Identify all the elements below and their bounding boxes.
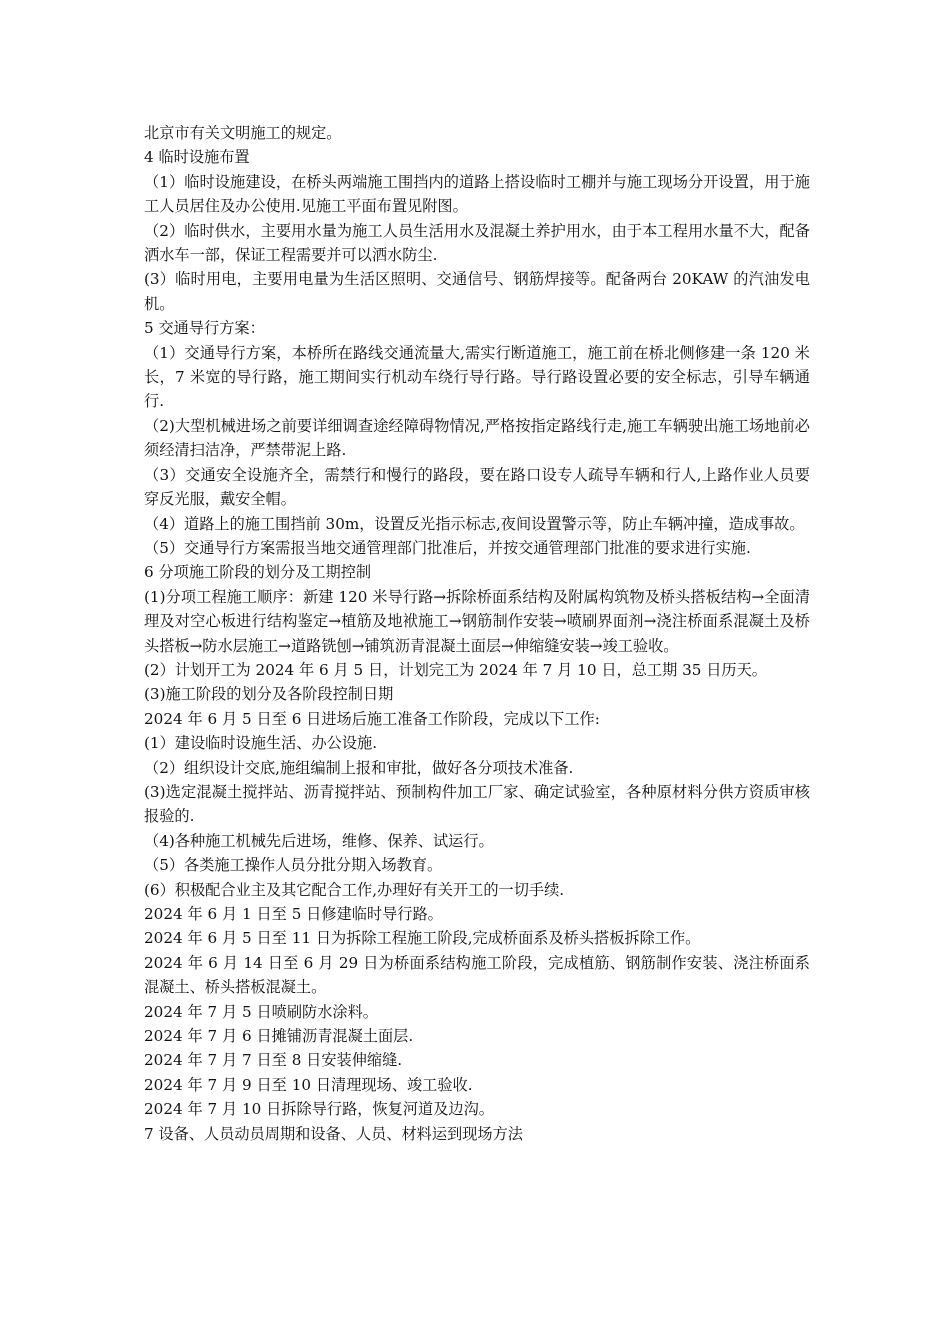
- paragraph-schedule-dates: (2）计划开工为 2024 年 6 月 5 日，计划完工为 2024 年 7 月 10 日，总工期 35 日历天。: [144, 660, 767, 679]
- document-page: [144, 121, 810, 1146]
- heading-temporary-facilities: 4 临时设施布置: [144, 148, 250, 167]
- paragraph-prep-item-5: （5）各类施工操作人员分批分期入场教育。: [144, 856, 443, 875]
- paragraph-date-remove-detour: 2024 年 7 月 10 日拆除导行路，恢复河道及边沟。: [144, 1100, 494, 1119]
- paragraph-traffic-approval: （5）交通导行方案需报当地交通管理部门批准后，并按交通管理部门批准的要求进行实施.: [144, 538, 751, 557]
- paragraph-machinery-entry: （2)大型机械进场之前要详细调查途经障碍物情况,严格按指定路线行走,施工车辆驶出施工场地前必须经清扫洁净，严禁带泥上路.: [144, 416, 810, 460]
- paragraph-safety-facilities: （3）交通安全设施齐全，需禁行和慢行的路段，要在路口设专人疏导车辆和行人,上路作业人员要穿反光服，戴安全帽。: [144, 465, 810, 509]
- paragraph-prep-item-3: (3)选定混凝土搅拌站、沥青搅拌站、预制构件加工厂家、确定试验室，各种原材料分供方资质审核报验的.: [144, 782, 810, 826]
- paragraph-date-detour-road: 2024 年 6 月 1 日至 5 日修建临时导行路。: [144, 905, 443, 923]
- paragraph-date-cleanup: 2024 年 7 月 9 日至 10 日清理现场、竣工验收.: [144, 1075, 473, 1094]
- paragraph-date-deck-structure: 2024 年 6 月 14 日至 6 月 29 日为桥面系结构施工阶段，完成植筋、钢筋制作安装、浇注桥面系混凝土、桥头搭板混凝土。: [144, 953, 810, 997]
- paragraph-traffic-detour: （1）交通导行方案，本桥所在路线交通流量大,需实行断道施工，施工前在桥北侧修建一条 120 米长，7 米宽的导行路，施工期间实行机动车绕行导行路。导行路设置必要的安全标志，引导车辆通行.: [144, 343, 810, 411]
- paragraph-temporary-buildings: （1）临时设施建设，在桥头两端施工围挡内的道路上搭设临时工棚并与施工现场分开设置，用于施工人员居住及办公使用.见施工平面布置见附图。: [144, 172, 810, 216]
- paragraph-temporary-water: （2）临时供水，主要用水量为施工人员生活用水及混凝土养护用水，由于本工程用水量不大，配备洒水车一部，保证工程需要并可以洒水防尘.: [144, 221, 810, 265]
- heading-traffic-plan: 5 交通导行方案：: [144, 319, 265, 338]
- heading-equipment-mobilization: 7 设备、人员动员周期和设备、人员、材料运到现场方法: [144, 1124, 523, 1143]
- paragraph-temporary-power: (3）临时用电，主要用电量为生活区照明、交通信号、钢筋焊接等。配备两台 20KAW 的汽油发电机。: [144, 270, 810, 313]
- paragraph-date-asphalt: 2024 年 7 月 6 日摊铺沥青混凝土面层.: [144, 1027, 414, 1046]
- paragraph-date-waterproofing: 2024 年 7 月 5 日喷刷防水涂料。: [144, 1002, 378, 1021]
- paragraph-civilized-construction-rule: 北京市有关文明施工的规定。: [144, 124, 342, 142]
- paragraph-prep-item-2: （2）组织设计交底,施组编制上报和审批，做好各分项技术准备.: [144, 758, 574, 777]
- paragraph-stage-division: (3)施工阶段的划分及各阶段控制日期: [144, 685, 394, 704]
- heading-construction-stages: 6 分项施工阶段的划分及工期控制: [144, 563, 372, 582]
- paragraph-date-demolition: 2024 年 6 月 5 日至 11 日为拆除工程施工阶段,完成桥面系及桥头搭板拆除工作。: [144, 929, 701, 948]
- paragraph-date-expansion-joint: 2024 年 7 月 7 日至 8 日安装伸缩缝.: [144, 1051, 403, 1070]
- paragraph-prep-item-1: (1）建设临时设施生活、办公设施.: [144, 734, 378, 753]
- paragraph-construction-sequence: (1)分项工程施工顺序：新建 120 米导行路→拆除桥面系结构及附属构筑物及桥头搭板结构→全面清理及对空心板进行结构鉴定→植筋及地袱施工→钢筋制作安装→喷刷界面剂→浇注桥面系混凝土及桥头搭板→防水层施工→道路铣刨→铺筑沥青混凝土面层→伸缩缝安装→竣工验收。: [144, 587, 810, 655]
- paragraph-preparation-stage: 2024 年 6 月 5 日至 6 日进场后施工准备工作阶段，完成以下工作:: [144, 709, 600, 728]
- paragraph-reflective-signs: （4）道路上的施工围挡前 30m，设置反光指示标志,夜间设置警示等，防止车辆冲撞，造成事故。: [144, 514, 805, 533]
- paragraph-prep-item-6: (6）积极配合业主及其它配合工作,办理好有关开工的一切手续.: [144, 880, 565, 899]
- paragraph-prep-item-4: （4)各种施工机械先后进场，维修、保养、试运行。: [144, 831, 494, 850]
